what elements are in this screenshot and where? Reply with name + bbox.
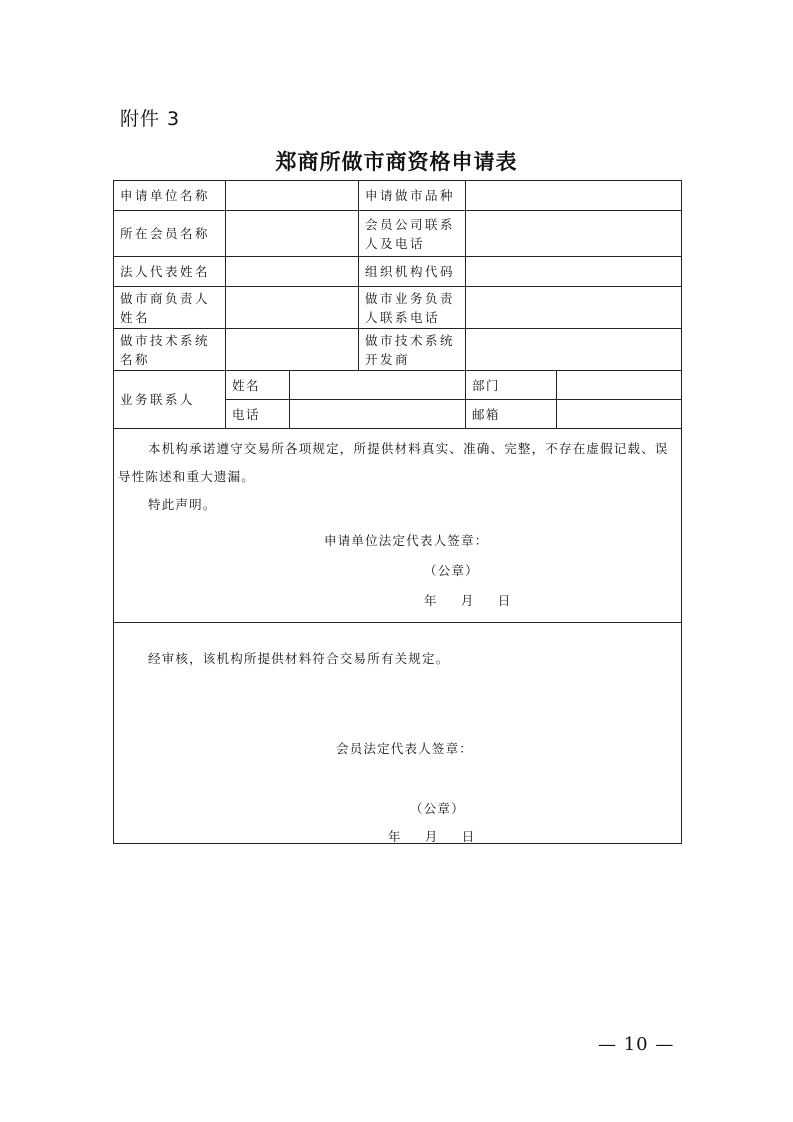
tech-system-vendor-label: 做市技术系统开发商 — [359, 329, 466, 371]
tech-system-vendor-field[interactable] — [466, 329, 682, 371]
member-date-label: 年 月 日 — [388, 829, 476, 844]
commitment-statement-cell — [114, 429, 682, 623]
product-label: 申请做市品种 — [359, 181, 466, 211]
contact-phone-field[interactable] — [290, 400, 466, 429]
commitment-text-line2: 导性陈述和重大遗漏。 — [118, 469, 256, 484]
contact-dept-field[interactable] — [557, 371, 682, 400]
org-code-label: 组织机构代码 — [359, 257, 466, 287]
applicant-name-label: 申请单位名称 — [114, 181, 226, 211]
mm-head-label: 做市商负责人姓名 — [114, 287, 226, 329]
tech-system-name-label: 做市技术系统名称 — [114, 329, 226, 371]
applicant-date-label: 年 月 日 — [424, 593, 512, 608]
business-contact-label: 业务联系人 — [114, 371, 226, 429]
form-title: 郑商所做市商资格申请表 — [275, 150, 518, 174]
member-contact-field[interactable] — [466, 211, 682, 257]
contact-email-label: 邮箱 — [466, 400, 557, 429]
contact-name-label: 姓名 — [226, 371, 290, 400]
org-code-field[interactable] — [466, 257, 682, 287]
member-contact-label: 会员公司联系人及电话 — [359, 211, 466, 257]
mm-business-contact-field[interactable] — [466, 287, 682, 329]
application-form-table — [113, 180, 682, 844]
contact-phone-label: 电话 — [226, 400, 290, 429]
member-name-label: 所在会员名称 — [114, 211, 226, 257]
legal-rep-label: 法人代表姓名 — [114, 257, 226, 287]
attachment-label: 附件 3 — [120, 108, 181, 130]
mm-business-contact-label: 做市业务负责人联系电话 — [359, 287, 466, 329]
mm-head-field[interactable] — [226, 287, 359, 329]
legal-rep-field[interactable] — [226, 257, 359, 287]
contact-dept-label: 部门 — [466, 371, 557, 400]
contact-email-field[interactable] — [557, 400, 682, 429]
applicant-signature-label: 申请单位法定代表人签章： — [324, 533, 489, 548]
applicant-name-field[interactable] — [226, 181, 359, 211]
tech-system-name-field[interactable] — [226, 329, 359, 371]
contact-name-field[interactable] — [290, 371, 466, 400]
product-field[interactable] — [466, 181, 682, 211]
member-review-cell — [114, 623, 682, 844]
member-seal-label: （公章） — [410, 801, 465, 816]
page-number: — 10 — — [598, 1034, 675, 1055]
commitment-text-line1: 本机构承诺遵守交易所各项规定，所提供材料真实、准确、完整，不存在虚假记载、误 — [148, 441, 669, 456]
review-text: 经审核，该机构所提供材料符合交易所有关规定。 — [148, 651, 450, 666]
applicant-seal-label: （公章） — [424, 563, 479, 578]
declaration-text: 特此声明。 — [148, 497, 217, 512]
member-signature-label: 会员法定代表人签章： — [336, 741, 474, 756]
member-name-field[interactable] — [226, 211, 359, 257]
